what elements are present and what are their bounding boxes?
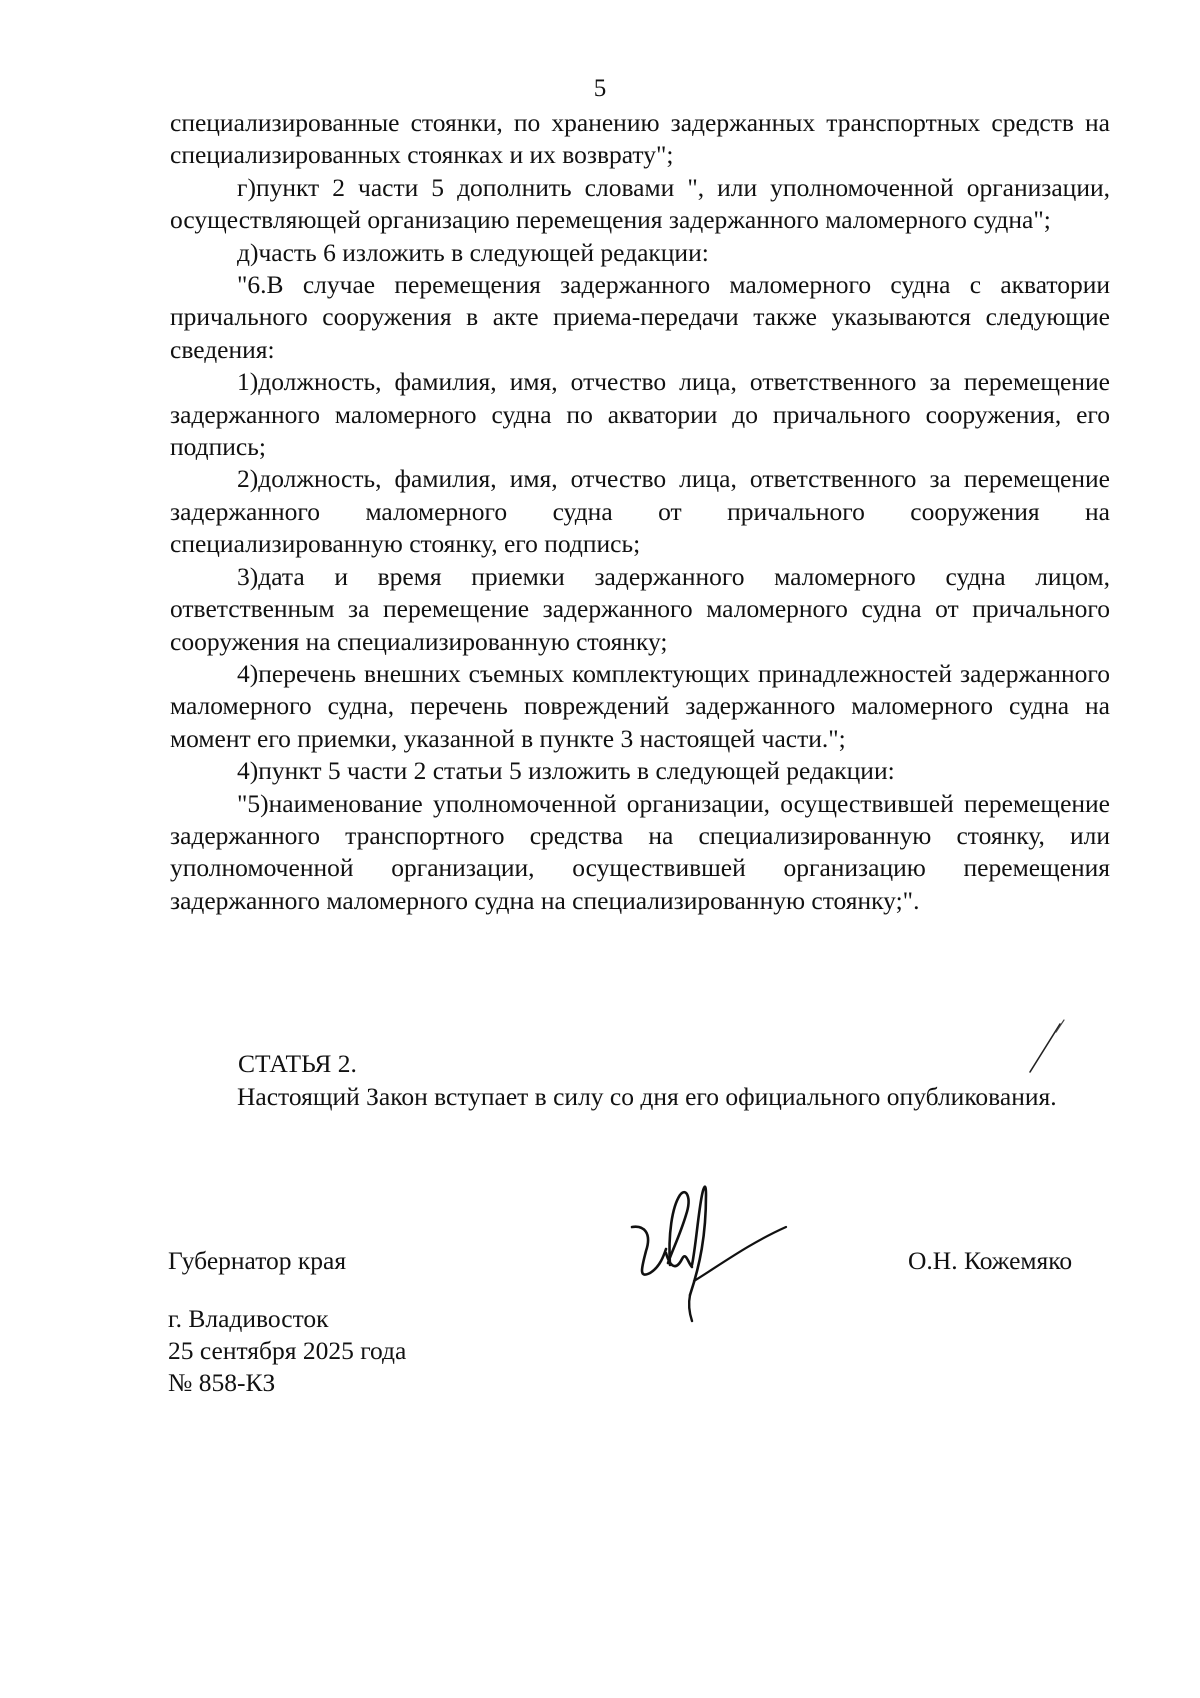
article-heading: СТАТЬЯ 2. [238, 1049, 357, 1078]
document-body [170, 107, 1110, 917]
article-text: Настоящий Закон вступает в силу со дня его официального опубликования. [237, 1082, 1057, 1111]
footer-city: г. Владивосток [168, 1304, 329, 1333]
paragraph: 4)перечень внешних съемных комплектующих принадлежностей задержанного маломерного судна, перечень повреждений задержанного маломерного судна на момент его приемки, указанной в пункте 3 настоящей части."; [170, 658, 1110, 753]
paragraph: д)часть 6 изложить в следующей редакции: [237, 237, 709, 267]
signer-title: Губернатор края [168, 1246, 347, 1275]
signer-name: О.Н. Кожемяко [908, 1246, 1073, 1275]
handwritten-signature [620, 1155, 800, 1325]
paragraph: "6.В случае перемещения задержанного маломерного судна с акватории причального сооружения в акте приема-передачи также указываются следующие сведения: [170, 270, 1110, 364]
page-number: 5 [593, 75, 607, 102]
footer-date: 25 сентября 2025 года [168, 1336, 407, 1365]
paragraph: 1)должность, фамилия, имя, отчество лица, ответственного за перемещение задержанного маломерного судна по акватории до причального сооружения, его подпись; [170, 367, 1110, 462]
paragraph: "5)наименование уполномоченной организации, осуществившей перемещение задержанного транспортного средства на специализированную стоянку, или уполномоченной организации, осуществившей организацию перемещения задержанного маломерного судна на специализированную стоянку;". [170, 788, 1110, 915]
paragraph: 3)дата и время приемки задержанного маломерного судна лицом, ответственным за перемещение задержанного маломерного судна от причального сооружения на специализированную стоянку; [170, 561, 1110, 656]
paragraph: г)пункт 2 части 5 дополнить словами ", или уполномоченной организации, осуществляющей организацию перемещения задержанного маломерного судна"; [170, 172, 1110, 235]
paragraph: 4)пункт 5 части 2 статьи 5 изложить в следующей редакции: [237, 756, 895, 786]
paragraph: 2)должность, фамилия, имя, отчество лица, ответственного за перемещение задержанного маломерного судна от причального сооружения на специализированную стоянку, его подпись; [170, 464, 1110, 559]
footer-document-number: № 858-КЗ [168, 1368, 276, 1397]
paragraph: специализированные стоянки, по хранению задержанных транспортных средств на специализированных стоянках и их возврату"; [170, 108, 1110, 170]
pen-stroke-mark [1020, 1010, 1080, 1080]
